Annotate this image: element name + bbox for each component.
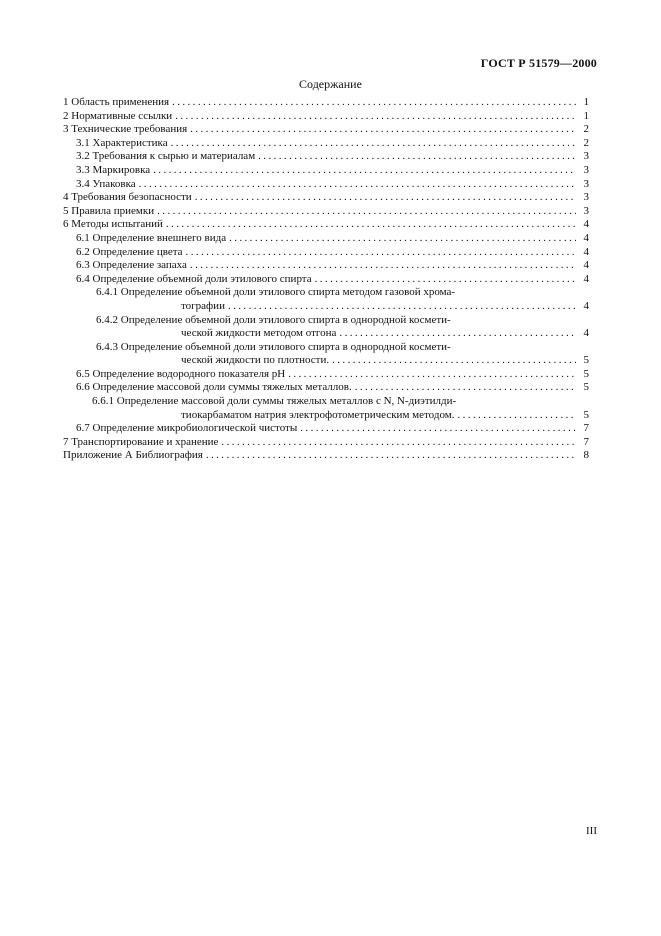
toc-page-number: 5 (583, 367, 589, 380)
toc-page-number: 4 (583, 259, 589, 272)
toc-page-number: 2 (583, 123, 589, 136)
toc-entry-text: 6.3 Определение запаха (76, 259, 187, 272)
toc-entry[interactable] (63, 449, 589, 463)
toc-page-number: 5 (583, 408, 589, 421)
toc-entry[interactable] (63, 150, 589, 164)
toc-entry-line[interactable] (63, 341, 589, 355)
toc-entry-text: 3.3 Маркировка (76, 163, 151, 176)
toc-page-number: 3 (583, 163, 589, 176)
toc-page-number: 3 (583, 177, 589, 190)
leader-dots (171, 137, 576, 151)
toc-entry-text-continued: ческой жидкости по плотности. (181, 354, 330, 367)
toc-entry-text: 6.6.1 Определение массовой доли суммы тяжелых металлов с N, N-диэтилди- (92, 395, 457, 408)
toc-entry-text-continued: ческой жидкости методом отгона (181, 327, 337, 340)
toc-page-number: 5 (583, 381, 589, 394)
toc-entry-text: 6.2 Определение цвета (76, 245, 183, 258)
toc-entry-text: 7 Транспортирование и хранение (63, 435, 219, 448)
toc-entry-text: 6.4.1 Определение объемной доли этилового спирта методом газовой хрома- (96, 286, 456, 299)
toc-entry[interactable] (63, 381, 589, 395)
toc-entry-text: 3 Технические требования (63, 123, 188, 136)
toc-entry-text: 6 Методы испытаний (63, 218, 163, 231)
toc-page-number: 5 (583, 354, 589, 367)
leader-dots (186, 246, 576, 260)
leader-dots (258, 150, 576, 164)
toc-entry-text: 4 Требования безопасности (63, 191, 192, 204)
toc-page-number: 4 (583, 245, 589, 258)
leader-dots (228, 300, 576, 314)
toc-entry-text: 6.7 Определение микробиологической чистоты (76, 422, 298, 435)
toc-page-number: 4 (583, 299, 589, 312)
toc-entry-text: Приложение А Библиография (63, 449, 203, 462)
toc-entry[interactable] (63, 436, 589, 450)
toc-page-number: 3 (583, 204, 589, 217)
toc-entry[interactable] (63, 232, 589, 246)
leader-dots (190, 123, 576, 137)
toc-entry-text-continued: тографии (181, 299, 225, 312)
toc-entry-text: 3.1 Характеристика (76, 136, 168, 149)
toc-entry[interactable] (63, 191, 589, 205)
toc-entry[interactable] (63, 137, 589, 151)
page-number: III (586, 825, 597, 837)
toc-page-number: 7 (583, 422, 589, 435)
leader-dots (157, 205, 576, 219)
toc-page-number: 3 (583, 191, 589, 204)
leader-dots (206, 449, 576, 463)
leader-dots (229, 232, 576, 246)
toc-entry-text: 6.5 Определение водородного показателя pH (76, 367, 286, 380)
leader-dots (175, 110, 576, 124)
toc-entry-line[interactable] (63, 286, 589, 300)
leader-dots (153, 164, 576, 178)
toc-entry[interactable] (63, 354, 589, 368)
leader-dots (315, 273, 576, 287)
leader-dots (221, 436, 576, 450)
toc-entry-text: 1 Область применения (63, 96, 170, 108)
toc-entry[interactable] (63, 409, 589, 423)
toc-page-number: 8 (583, 449, 589, 462)
leader-dots (190, 259, 576, 273)
toc-page-number: 1 (583, 96, 589, 108)
leader-dots (332, 354, 576, 368)
leader-dots (195, 191, 576, 205)
toc-page-number: 4 (583, 218, 589, 231)
toc-entry-text: 6.6 Определение массовой доли суммы тяжелых металлов. (76, 381, 352, 394)
toc-page-number: 2 (583, 136, 589, 149)
toc-page-number: 1 (583, 109, 589, 122)
toc-entry[interactable] (63, 246, 589, 260)
toc-entry-line[interactable] (63, 395, 589, 409)
toc-entry-text: 6.4.3 Определение объемной доли этилового спирта в однородной космети- (96, 340, 451, 353)
toc-entry[interactable] (63, 110, 589, 124)
toc-entry-text: 3.2 Требования к сырью и материалам (76, 150, 256, 163)
toc-entry-text: 3.4 Упаковка (76, 177, 136, 190)
leader-dots (172, 96, 576, 110)
leader-dots (139, 178, 576, 192)
leader-dots (166, 218, 576, 232)
toc-entry[interactable] (63, 327, 589, 341)
table-of-contents (63, 96, 589, 463)
toc-entry[interactable] (63, 164, 589, 178)
leader-dots (339, 327, 576, 341)
toc-page-number: 3 (583, 150, 589, 163)
toc-page-number: 4 (583, 231, 589, 244)
toc-entry-text: 6.4 Определение объемной доли этилового спирта (76, 272, 312, 285)
toc-entry[interactable] (63, 178, 589, 192)
toc-entry[interactable] (63, 259, 589, 273)
toc-entry[interactable] (63, 123, 589, 137)
toc-entry[interactable] (63, 368, 589, 382)
toc-entry-text: 5 Правила приемки (63, 204, 155, 217)
toc-entry-text: 2 Нормативные ссылки (63, 109, 173, 122)
toc-entry-text-continued: тиокарбаматом натрия электрофотометрическим методом. (181, 408, 455, 421)
toc-entry[interactable] (63, 218, 589, 232)
leader-dots (457, 409, 576, 423)
toc-entry-line[interactable] (63, 314, 589, 328)
toc-entry-text: 6.1 Определение внешнего вида (76, 231, 227, 244)
toc-entry[interactable] (63, 422, 589, 436)
toc-entry[interactable] (63, 205, 589, 219)
toc-page-number: 4 (583, 272, 589, 285)
leader-dots (300, 422, 576, 436)
toc-entry[interactable] (63, 96, 589, 110)
toc-page-number: 7 (583, 435, 589, 448)
toc-page-number: 4 (583, 327, 589, 340)
toc-entry[interactable] (63, 273, 589, 287)
toc-entry-text: 6.4.2 Определение объемной доли этилового спирта в однородной космети- (96, 313, 451, 326)
document-code: ГОСТ Р 51579—2000 (480, 56, 597, 70)
leader-dots (288, 368, 576, 382)
page-title: Содержание (299, 77, 362, 91)
toc-entry[interactable] (63, 300, 589, 314)
leader-dots (355, 381, 576, 395)
